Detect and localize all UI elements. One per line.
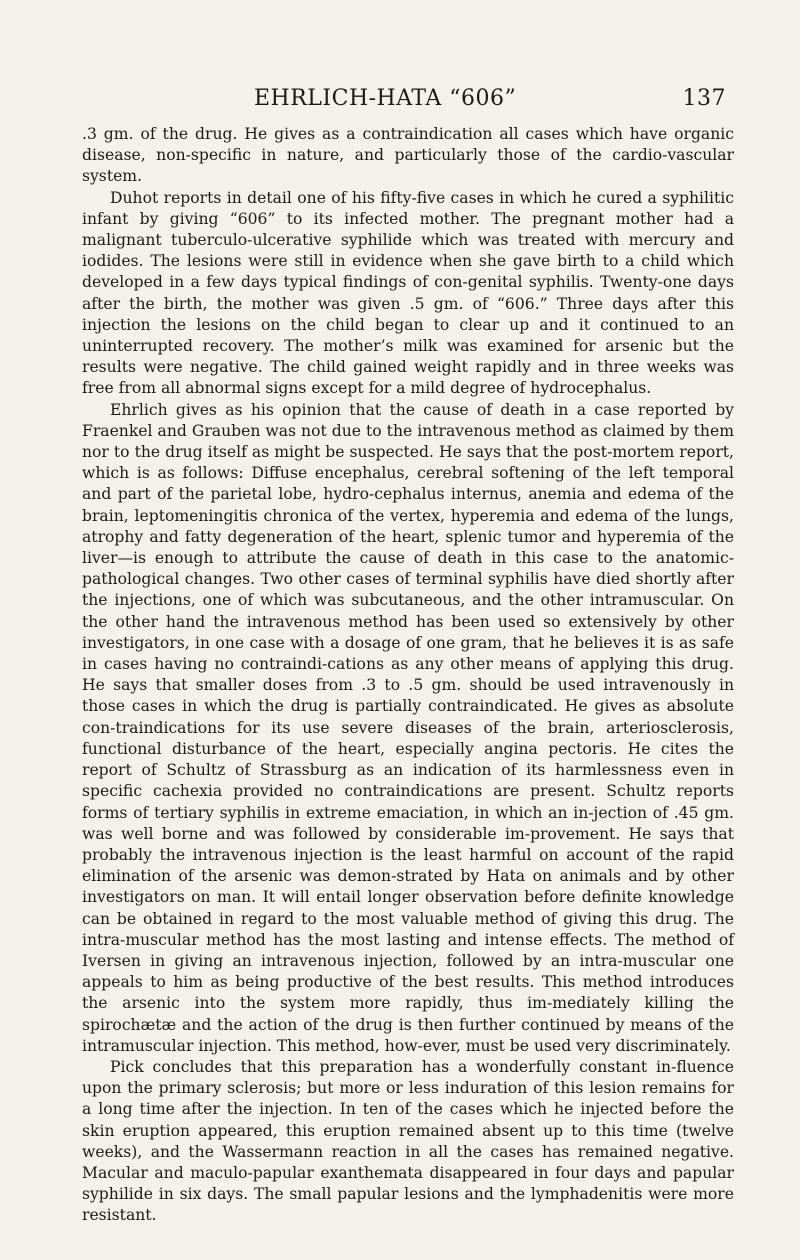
body-text [82, 124, 734, 1227]
page-number: 137 [682, 86, 726, 111]
paragraph-pick: Pick concludes that this preparation has a wonderfully constant in-fluence upon the primary sclerosis; but more or less induration of this lesion remains for a long time after the injection. In ten of the cases which he injected before the skin eruption appeared, this eruption remained absent up to this time (twelve weeks), and the Wassermann reaction in all the cases has remained negative. Macular and maculo-papular exanthemata disappeared in four days and papular syphilide in six days. The small papular lesions and the lymphadenitis were more resistant. [82, 1057, 734, 1225]
paragraph-ehrlich: Ehrlich gives as his opinion that the cause of death in a case reported by Fraenkel and Grauben was not due to the intravenous method as claimed by them nor to the drug itself as might be suspected. He says that the post-mortem report, which is as follows: Diffuse encephalus, cerebral softening of the left temporal and part of the parietal lobe, hydro-cephalus internus, anemia and edema of the brain, leptomeningitis chronica of the vertex, hyperemia and edema of the lungs, atrophy and fatty degeneration of the heart, splenic tumor and hyperemia of the liver—is enough to attribute the cause of death in this case to the anatomic-pathological changes. Two other cases of terminal syphilis have died shortly after the injections, one of which was subcutaneous, and the other intramuscular. On the other hand the intravenous method has been used so extensively by other investigators, in one case with a dosage of one gram, that he believes it is as safe in cases having no contraindi-cations as any other means of applying this drug. He says that smaller doses from .3 to .5 gm. should be used intravenously in those cases in which the drug is partially contraindicated. He gives as absolute con-traindications for its use severe diseases of the brain, arteriosclerosis, functional disturbance of the heart, especially angina pectoris. He cites the report of Schultz of Strassburg as an indication of its harmlessness even in specific cachexia provided no contraindications are present. Schultz reports forms of tertiary syphilis in extreme emaciation, in which an in-jection of .45 gm. was well borne and was followed by considerable im-provement. He says that probably the intravenous injection is the least harmful on account of the rapid elimination of the arsenic was demon-strated by Hata on animals and by other investigators on man. It will entail longer observation before definite knowledge can be obtained in regard to the most valuable method of giving this drug. The intra-muscular method has the most lasting and intense effects. The method of Iversen in giving an intravenous injection, followed by an intra-muscular one appeals to him as being productive of the best results. This method introduces the arsenic into the system more rapidly, thus im-mediately killing the spirochætæ and the action of the drug is then further continued by means of the intramuscular injection. This method, how-ever, must be used very discriminately. [82, 400, 734, 1055]
running-title: EHRLICH-HATA “606” [254, 86, 517, 111]
paragraph-duhot: Duhot reports in detail one of his fifty-five cases in which he cured a syphilitic infant by giving “606” to its infected mother. The pregnant mother had a malignant tuberculo-ulcerative syphilide which was treated with mercury and iodides. The lesions were still in evidence when she gave birth to a child which developed in a few days typical findings of con-genital syphilis. Twenty-one days after the birth, the mother was given .5 gm. of “606.” Three days after this injection the lesions on the child began to clear up and it continued to an uninterrupted recovery. The mother’s milk was examined for arsenic but the results were negative. The child gained weight rapidly and in three weeks was free from all abnormal signs except for a mild degree of hydrocephalus. [82, 188, 734, 398]
paragraph-continued: .3 gm. of the drug. He gives as a contraindication all cases which have organic disease, non-specific in nature, and particularly those of the cardio-vascular system. [82, 125, 734, 186]
running-head [254, 86, 734, 120]
